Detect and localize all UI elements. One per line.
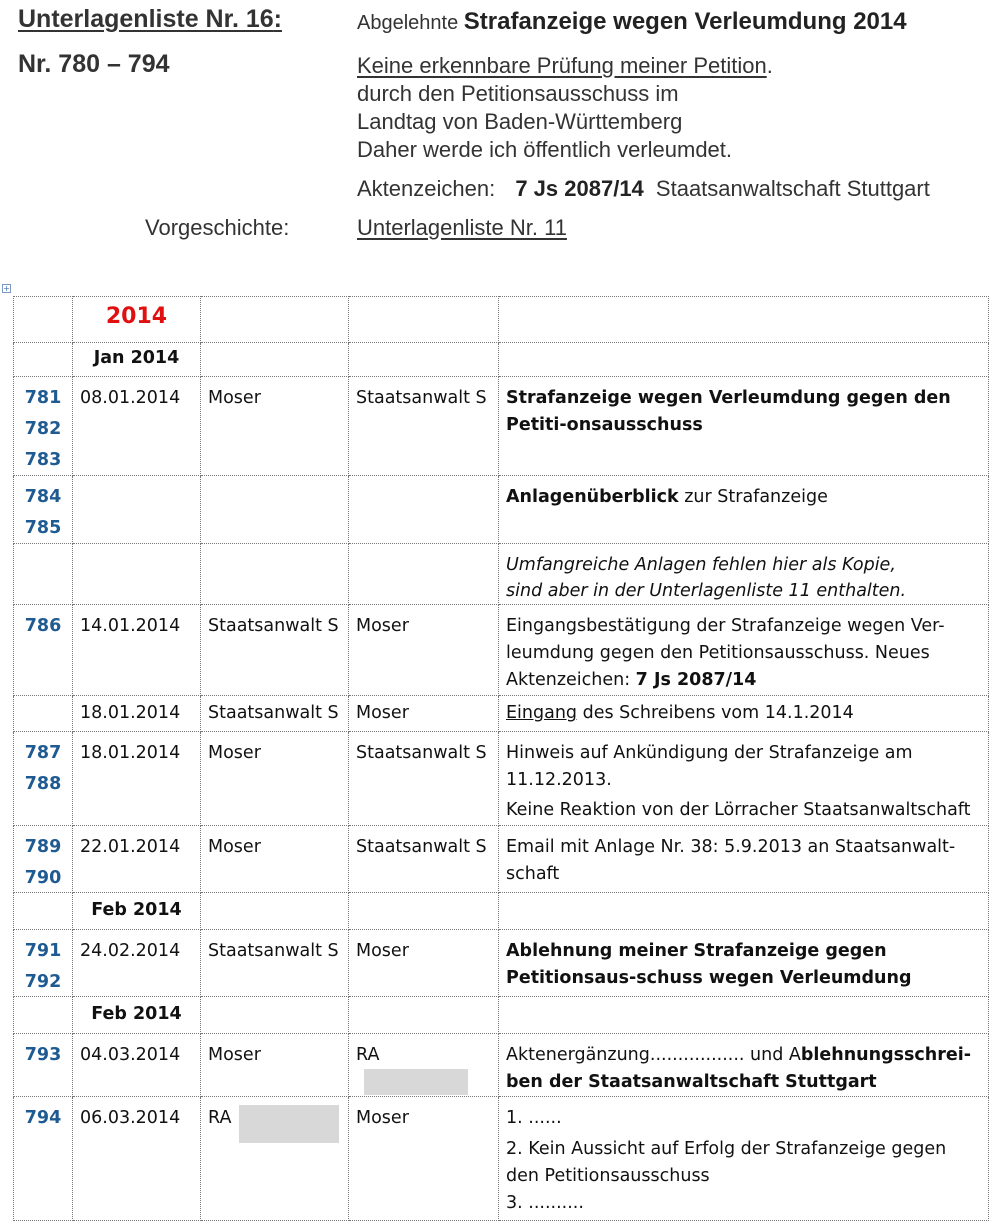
table-cell [499, 997, 989, 1034]
doc-sender [201, 1097, 349, 1221]
doc-date: 24.02.2014 [73, 930, 201, 997]
table-cell [201, 997, 349, 1034]
table-row [14, 930, 989, 997]
doc-description-line: Hinweis auf Ankündigung der Strafanzeige am 11.12.2013. [506, 743, 913, 790]
month-heading: Feb 2014 [73, 893, 201, 930]
doc-description [499, 476, 989, 544]
doc-numbers [14, 732, 73, 826]
doc-number: 787 [24, 743, 62, 763]
doc-recipient: Moser [349, 1097, 499, 1221]
doc-description [499, 1034, 989, 1097]
doc-description-line: 2. Kein Aussicht auf Erfolg der Strafanzeige gegen den Petitionsausschuss [506, 1139, 947, 1186]
doc-description-rest: zur Strafanzeige [678, 487, 828, 507]
subject-bold: Strafanzeige wegen Verleumdung 2014 [463, 8, 907, 35]
doc-date: 18.01.2014 [73, 732, 201, 826]
doc-date: 14.01.2014 [73, 605, 201, 696]
doc-number: 784 [24, 487, 62, 507]
table-row [14, 997, 989, 1034]
doc-number: 788 [24, 774, 62, 794]
table-cell [499, 297, 989, 343]
doc-description-line: 1. ...... [506, 1108, 562, 1128]
subject-prefix: Abgelehnte [357, 12, 459, 34]
doc-description [499, 732, 989, 826]
doc-recipient: Staatsanwalt S [349, 732, 499, 826]
doc-number: 789 [24, 837, 62, 857]
table-row [14, 696, 989, 732]
doc-number: 781 [24, 388, 62, 408]
table-row [14, 544, 989, 605]
table-cell [14, 893, 73, 930]
table-move-handle-icon[interactable]: + [3, 284, 10, 293]
table-cell [201, 893, 349, 930]
doc-date: 06.03.2014 [73, 1097, 201, 1221]
month-heading: Feb 2014 [73, 997, 201, 1034]
doc-number: 786 [24, 616, 62, 636]
doc-date: 08.01.2014 [73, 377, 201, 476]
doc-sender: Staatsanwalt S [201, 930, 349, 997]
doc-number: 782 [24, 419, 62, 439]
doc-numbers [14, 377, 73, 476]
doc-description-rest: des Schreibens vom 14.1.2014 [577, 703, 854, 723]
history-link[interactable]: Unterlagenliste Nr. 11 [357, 215, 567, 240]
file-reference [357, 178, 930, 200]
doc-recipient: Staatsanwalt S [349, 377, 499, 476]
doc-number: 792 [24, 972, 62, 992]
doc-sender: Moser [201, 732, 349, 826]
table-cell [201, 297, 349, 343]
doc-recipient: Moser [349, 930, 499, 997]
table-cell [201, 476, 349, 544]
table-row [14, 732, 989, 826]
table-cell [349, 997, 499, 1034]
year-heading: 2014 [73, 297, 201, 343]
doc-number: 794 [24, 1108, 62, 1128]
petition-line-1-end: . [766, 53, 773, 78]
table-cell [73, 544, 201, 605]
table-row [14, 343, 989, 377]
doc-number: 783 [24, 450, 62, 470]
file-reference-value: 7 Js 2087/14 [515, 176, 644, 201]
doc-sender: Moser [201, 1034, 349, 1097]
doc-sender-text: RA [208, 1108, 232, 1128]
doc-description-bold: blehnungsschrei-ben der Staatsanwaltschaft Stuttgart [506, 1045, 972, 1092]
doc-numbers [14, 476, 73, 544]
history-label: Vorgeschichte: [145, 215, 290, 240]
table-cell [73, 476, 201, 544]
table-row [14, 1034, 989, 1097]
month-heading: Jan 2014 [73, 343, 201, 377]
doc-numbers [14, 930, 73, 997]
doc-numbers [14, 826, 73, 893]
doc-recipient-text: RA [356, 1045, 380, 1065]
table-row [14, 377, 989, 476]
table-cell [349, 476, 499, 544]
attachment-note-line: sind aber in der Unterlagenliste 11 enthalten. [506, 581, 907, 601]
table-row [14, 826, 989, 893]
table-cell [14, 997, 73, 1034]
table-row [14, 605, 989, 696]
doc-sender: Staatsanwalt S [201, 696, 349, 732]
table-cell [14, 343, 73, 377]
table-cell [14, 544, 73, 605]
doc-number: 785 [24, 518, 62, 538]
doc-description-bold: Anlagenüberblick [506, 487, 679, 507]
doc-date: 18.01.2014 [73, 696, 201, 732]
doc-number: 793 [24, 1045, 62, 1065]
table-cell [349, 297, 499, 343]
petition-line-2: durch den Petitionsausschuss im [357, 81, 679, 106]
doc-numbers [14, 1034, 73, 1097]
table-cell [14, 297, 73, 343]
attachment-note [499, 544, 989, 605]
doc-recipient: Staatsanwalt S [349, 826, 499, 893]
table-cell [349, 544, 499, 605]
file-reference-office: Staatsanwaltschaft Stuttgart [655, 176, 930, 201]
table-cell [499, 343, 989, 377]
doc-description [499, 605, 989, 696]
table-cell [14, 696, 73, 732]
doc-recipient: Moser [349, 605, 499, 696]
doc-date: 22.01.2014 [73, 826, 201, 893]
doc-sender: Staatsanwalt S [201, 605, 349, 696]
file-reference-label: Aktenzeichen: [357, 176, 496, 201]
attachment-note-line: Umfangreiche Anlagen fehlen hier als Kopie, [506, 555, 896, 575]
petition-line-1 [357, 55, 773, 77]
doc-description: Strafanzeige wegen Verleumdung gegen den Petiti-onsausschuss [499, 377, 989, 476]
table-row [14, 893, 989, 930]
doc-number: 790 [24, 868, 62, 888]
table-row [14, 476, 989, 544]
table-cell [499, 893, 989, 930]
doc-number: 791 [24, 941, 62, 961]
list-title-colon: : [273, 5, 282, 33]
doc-sender: Moser [201, 377, 349, 476]
doc-date: 04.03.2014 [73, 1034, 201, 1097]
doc-sender: Moser [201, 826, 349, 893]
doc-description-text: Aktenergänzung................. und A [506, 1045, 801, 1065]
doc-description: Email mit Anlage Nr. 38: 5.9.2013 an Staatsanwalt-schaft [499, 826, 989, 893]
doc-description [499, 696, 989, 732]
table-cell [201, 343, 349, 377]
doc-description-text: Eingangsbestätigung der Strafanzeige wegen Ver-leumdung gegen den Petitionsausschuss. Neues Aktenzeichen: [506, 616, 945, 690]
document-table [13, 296, 989, 1221]
doc-numbers [14, 1097, 73, 1221]
subject-line [357, 10, 907, 34]
doc-recipient [349, 1034, 499, 1097]
redacted-name-block [239, 1105, 339, 1143]
doc-numbers [14, 605, 73, 696]
doc-file-reference: 7 Js 2087/14 [635, 670, 757, 690]
list-title-text: Unterlagenliste Nr. 16 [18, 5, 274, 33]
petition-line-1-text: Keine erkennbare Prüfung meiner Petition [357, 53, 767, 78]
number-range: Nr. 780 – 794 [18, 50, 170, 78]
doc-description: Ablehnung meiner Strafanzeige gegen Petitionsaus-schuss wegen Verleumdung [499, 930, 989, 997]
petition-line-3: Landtag von Baden-Württemberg [357, 109, 683, 134]
doc-description-line: 3. .......... [506, 1193, 584, 1213]
table-cell [349, 343, 499, 377]
table-row [14, 1097, 989, 1221]
doc-description-underlined: Eingang [506, 703, 578, 723]
table-cell [349, 893, 499, 930]
list-title [18, 7, 282, 32]
doc-description-line: Keine Reaktion von der Lörracher Staatsanwaltschaft [506, 800, 971, 820]
doc-recipient: Moser [349, 696, 499, 732]
petition-line-4: Daher werde ich öffentlich verleumdet. [357, 137, 733, 162]
redacted-name-block [364, 1069, 468, 1095]
table-row [14, 297, 989, 343]
doc-description [499, 1097, 989, 1221]
table-cell [201, 544, 349, 605]
